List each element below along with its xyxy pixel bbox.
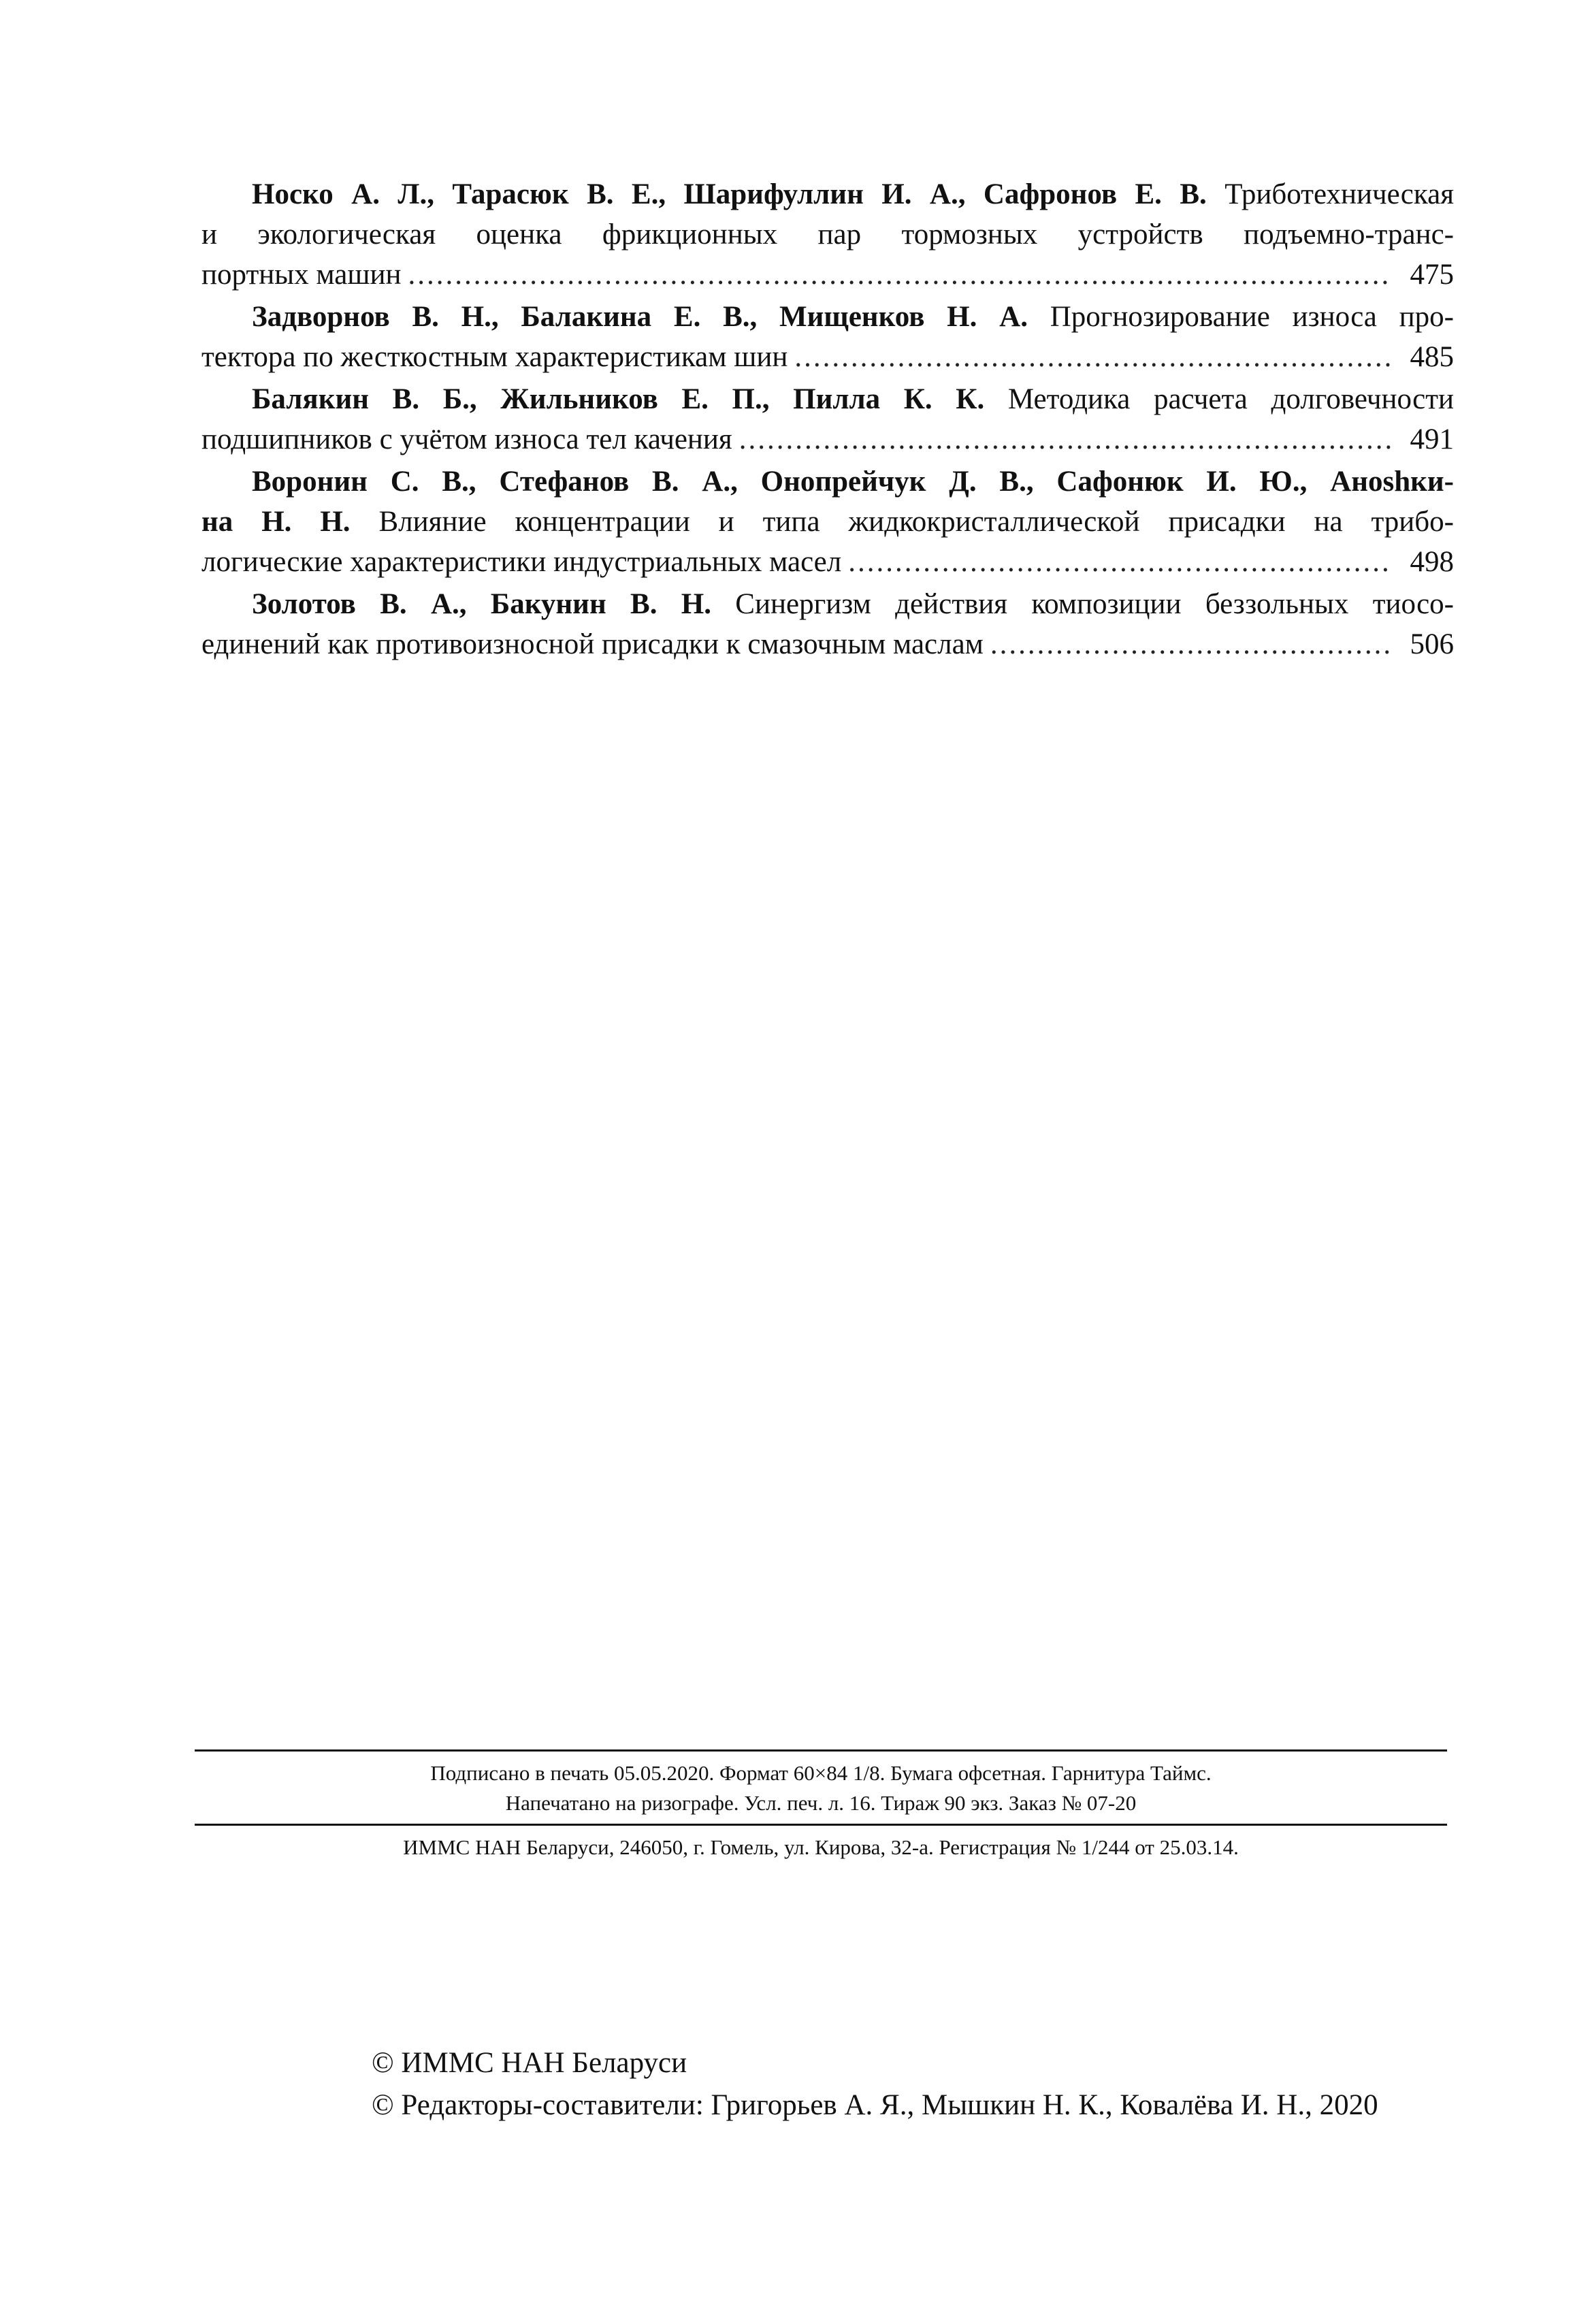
toc-entry-authors: Носко А. Л., Тарасюк В. Е., Шарифуллин И. А., Сафронов Е. В. — [252, 178, 1207, 210]
dot-leader — [848, 542, 1393, 582]
toc-entry-last-line — [201, 255, 1454, 295]
imprint-block — [195, 1749, 1447, 1862]
toc-entry-title-line: и экологическая оценка фрикционных пар тормозных устройств подъемно-транс- — [201, 219, 1454, 251]
toc-entry-title: Влияние концентрации и типа жидкокристаллической присадки на трибо- — [350, 506, 1455, 538]
toc-entry-title: Методика расчета долговечности — [984, 383, 1455, 415]
toc-entry-first-line — [201, 379, 1454, 419]
toc-entry-last-line — [201, 624, 1454, 664]
toc-entry-page-number: 475 — [1410, 259, 1454, 291]
toc-entry-authors: Задворнов В. Н., Балакина Е. В., Мищенков Н. А. — [252, 301, 1028, 333]
toc-entry-first-line — [201, 174, 1454, 214]
toc-entry — [201, 462, 1454, 582]
toc-entry-first-line — [201, 584, 1454, 624]
imprint-print-details — [195, 1752, 1447, 1824]
dot-leader — [739, 419, 1393, 459]
toc-entry-title-line: логические характеристики индустриальных масел — [201, 546, 842, 578]
toc-entry-first-line — [201, 462, 1454, 502]
imprint-line: Подписано в печать 05.05.2020. Формат 60×84 1/8. Бумага офсетная. Гарнитура Таймс. — [430, 1761, 1212, 1785]
toc-entry-second-line — [201, 502, 1454, 542]
toc-entry-last-line — [201, 337, 1454, 377]
dot-leader — [794, 337, 1393, 377]
toc-entry-title-line: портных машин — [201, 259, 402, 291]
toc-entry-authors: Воронин С. В., Стефанов В. А., Онопрейчук Д. В., Сафонюк И. Ю., Аноshки- — [252, 466, 1454, 498]
toc-entry-title-line: единений как противоизносной присадки к смазочным маслам — [201, 628, 984, 660]
toc-entry-title-line: подшипников с учётом износа тел качения — [201, 423, 732, 455]
toc-entry-authors: на Н. Н. — [201, 506, 351, 538]
toc-entry — [201, 174, 1454, 295]
toc-entry-title: Синергизм действия композиции беззольных тиосо- — [711, 588, 1454, 620]
toc-entry-last-line — [201, 419, 1454, 459]
toc-entry-page-number: 491 — [1410, 423, 1454, 455]
toc-entry-page-number: 506 — [1410, 628, 1454, 660]
copyright-block — [372, 2042, 1378, 2127]
toc-entry-page-number: 498 — [1410, 546, 1454, 578]
toc-entry-last-line — [201, 542, 1454, 582]
toc-entry-title: Триботехническая — [1206, 178, 1454, 210]
toc-entry-first-line — [201, 297, 1454, 337]
imprint-publisher-details — [195, 1826, 1447, 1862]
copyright-line: © Редакторы-составители: Григорьев А. Я., Мышкин Н. К., Ковалёва И. Н., 2020 — [372, 2089, 1378, 2121]
copyright-line: © ИММС НАН Беларуси — [372, 2047, 687, 2079]
toc-entry-page-number: 485 — [1410, 341, 1454, 373]
toc-entry-authors: Золотов В. А., Бакунин В. Н. — [252, 588, 711, 620]
toc-entry-title: Прогнозирование износа про- — [1027, 301, 1454, 333]
toc-entry — [201, 584, 1454, 664]
dot-leader — [408, 255, 1393, 295]
toc-entry-title-line: тектора по жесткостным характеристикам шин — [201, 341, 788, 373]
toc-entry — [201, 379, 1454, 459]
imprint-line: Напечатано на ризографе. Усл. печ. л. 16. Тираж 90 экз. Заказ № 07-20 — [505, 1791, 1137, 1815]
imprint-line: ИММС НАН Беларуси, 246050, г. Гомель, ул. Кирова, 32-а. Регистрация № 1/244 от 25.03.14. — [403, 1835, 1239, 1859]
toc-entry — [201, 297, 1454, 377]
dot-leader — [990, 624, 1393, 664]
toc-entry-authors: Балякин В. Б., Жильников Е. П., Пилла К. К. — [252, 383, 985, 415]
table-of-contents — [201, 174, 1454, 666]
